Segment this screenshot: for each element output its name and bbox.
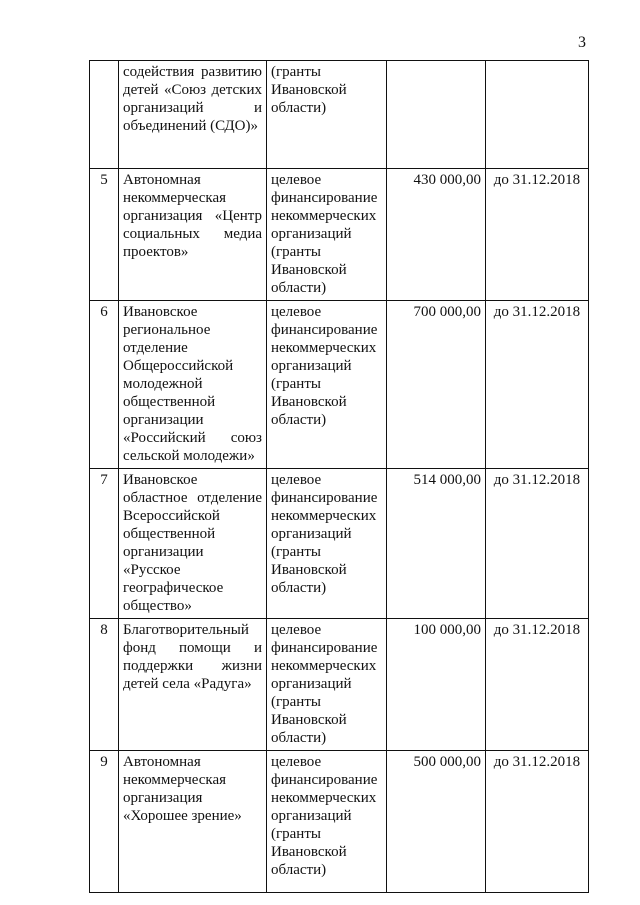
grant-amount: 100 000,00	[387, 619, 486, 751]
grants-table	[89, 60, 589, 893]
table-row	[90, 751, 589, 893]
grant-amount	[387, 61, 486, 169]
funding-type: целевое финансирование некоммерческих организаций (гранты Ивановской области)	[267, 301, 387, 469]
funding-type: (гранты Ивановской области)	[267, 61, 387, 169]
organization-name: Ивановское областное отделение Всероссийской общественной организации «Русское географическое общество»	[119, 469, 267, 619]
row-number: 6	[90, 301, 119, 469]
row-number: 7	[90, 469, 119, 619]
grant-amount: 430 000,00	[387, 169, 486, 301]
organization-name: Ивановское региональное отделение Общероссийской молодежной общественной организации «Российский союз сельской молодежи»	[119, 301, 267, 469]
funding-type: целевое финансирование некоммерческих организаций (гранты Ивановской области)	[267, 619, 387, 751]
table-row	[90, 61, 589, 169]
funding-type: целевое финансирование некоммерческих организаций (гранты Ивановской области)	[267, 751, 387, 893]
grant-amount: 514 000,00	[387, 469, 486, 619]
funding-type: целевое финансирование некоммерческих организаций (гранты Ивановской области)	[267, 169, 387, 301]
page-number: 3	[578, 34, 586, 51]
table-row	[90, 469, 589, 619]
grant-amount: 700 000,00	[387, 301, 486, 469]
deadline: до 31.12.2018	[486, 469, 589, 619]
organization-name: Автономная некоммерческая организация «Хорошее зрение»	[119, 751, 267, 893]
row-number: 8	[90, 619, 119, 751]
table-row	[90, 619, 589, 751]
organization-name: Благотворительный фонд помощи и поддержки жизни детей села «Радуга»	[119, 619, 267, 751]
deadline: до 31.12.2018	[486, 619, 589, 751]
table-row	[90, 169, 589, 301]
row-number: 5	[90, 169, 119, 301]
deadline: до 31.12.2018	[486, 751, 589, 893]
grant-amount: 500 000,00	[387, 751, 486, 893]
table-row	[90, 301, 589, 469]
organization-name: содействия развитию детей «Союз детских организаций и объединений (СДО)»	[119, 61, 267, 169]
row-number	[90, 61, 119, 169]
deadline: до 31.12.2018	[486, 169, 589, 301]
deadline	[486, 61, 589, 169]
funding-type: целевое финансирование некоммерческих организаций (гранты Ивановской области)	[267, 469, 387, 619]
row-number: 9	[90, 751, 119, 893]
organization-name: Автономная некоммерческая организация «Центр социальных медиа проектов»	[119, 169, 267, 301]
deadline: до 31.12.2018	[486, 301, 589, 469]
